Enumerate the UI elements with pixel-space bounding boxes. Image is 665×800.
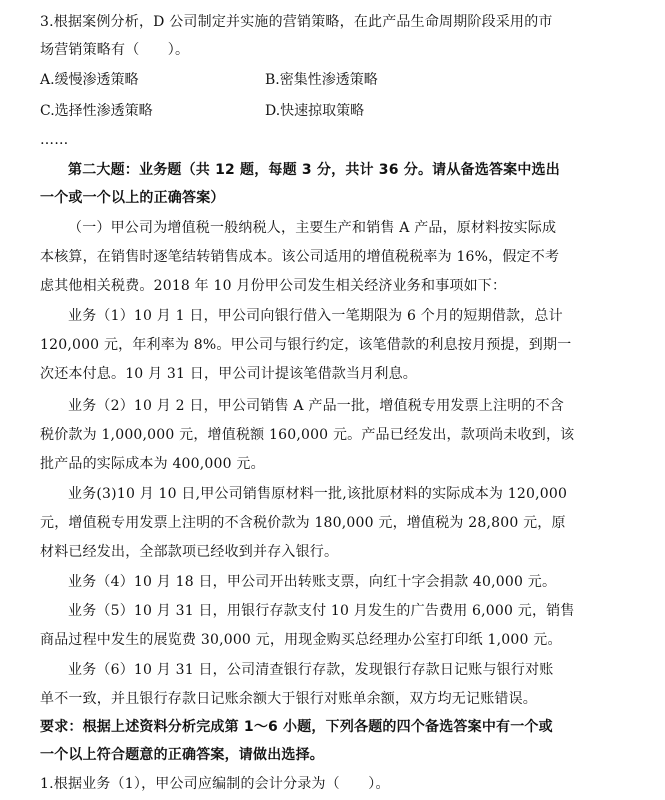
business-5-line-1: 业务（5）10 月 31 日，用银行存款支付 10 月发生的广告费用 6,000 元，销售 (68, 603, 575, 619)
section-heading-line-2: 一个或一个以上的正确答案） (40, 190, 225, 206)
business-5-line-2: 商品过程中发生的展览费 30,000 元，用现金购买总经理办公室打印纸 1,000 元。 (40, 632, 562, 648)
business-3-line-2: 元，增值税专用发票上注明的不含税价款为 180,000 元，增值税为 28,800 元，原 (40, 515, 566, 531)
business-2-line-2: 税价款为 1,000,000 元，增值税额 160,000 元。产品已经发出，款项尚未收到，该 (40, 427, 575, 443)
option-b: B.密集性渗透策略 (265, 72, 378, 88)
business-2-line-1: 业务（2）10 月 2 日，甲公司销售 A 产品一批，增值税专用发票上注明的不含 (68, 398, 564, 414)
section-heading-line-1: 第二大题：业务题（共 12 题，每题 3 分，共计 36 分。请从备选答案中选出 (68, 162, 560, 178)
option-c: C.选择性渗透策略 (40, 103, 153, 119)
business-1-line-1: 业务（1）10 月 1 日，甲公司向银行借入一笔期限为 6 个月的短期借款，总计 (68, 308, 563, 324)
intro-line-3: 虑其他相关税费。2018 年 10 月份甲公司发生相关经济业务和事项如下： (40, 278, 507, 294)
business-3-line-1: 业务(3)10 月 10 日,甲公司销售原材料一批,该批原材料的实际成本为 120,000 (68, 486, 568, 502)
business-3-line-3: 材料已经发出，全部款项已经收到并存入银行。 (40, 544, 339, 560)
option-a: A.缓慢渗透策略 (40, 72, 139, 88)
question-1-line: 1.根据业务（1），甲公司应编制的会计分录为（ ）。 (40, 776, 390, 792)
requirement-line-2: 一个以上符合题意的正确答案，请做出选择。 (40, 747, 324, 763)
ellipsis: …… (40, 132, 69, 148)
business-6-line-2: 单不一致，并且银行存款日记账余额大于银行对账单余额，双方均无记账错误。 (40, 691, 537, 707)
business-2-line-3: 批产品的实际成本为 400,000 元。 (40, 456, 265, 472)
business-6-line-1: 业务（6）10 月 31 日，公司清查银行存款，发现银行存款日记账与银行对账 (68, 662, 554, 678)
business-1-line-2: 120,000 元，年利率为 8%。甲公司与银行约定，该笔借款的利息按月预提，到期一 (40, 337, 572, 353)
business-4-line-1: 业务（4）10 月 18 日，甲公司开出转账支票，向红十字会捐款 40,000 元。 (68, 574, 557, 590)
intro-line-2: 本核算，在销售时逐笔结转销售成本。该公司适用的增值税税率为 16%，假定不考 (40, 249, 560, 265)
business-1-line-3: 次还本付息。10 月 31 日，甲公司计提该笔借款当月利息。 (40, 366, 417, 382)
question-3-line-2: 场营销策略有（ ）。 (40, 42, 190, 58)
requirement-line-1: 要求：根据上述资料分析完成第 1～6 小题，下列各题的四个备选答案中有一个或 (40, 719, 553, 735)
question-3-line-1: 3.根据案例分析，D 公司制定并实施的营销策略，在此产品生命周期阶段采用的市 (40, 14, 553, 30)
option-d: D.快速掠取策略 (265, 103, 365, 119)
intro-line-1: （一）甲公司为增值税一般纳税人，主要生产和销售 A 产品，原材料按实际成 (68, 220, 557, 236)
